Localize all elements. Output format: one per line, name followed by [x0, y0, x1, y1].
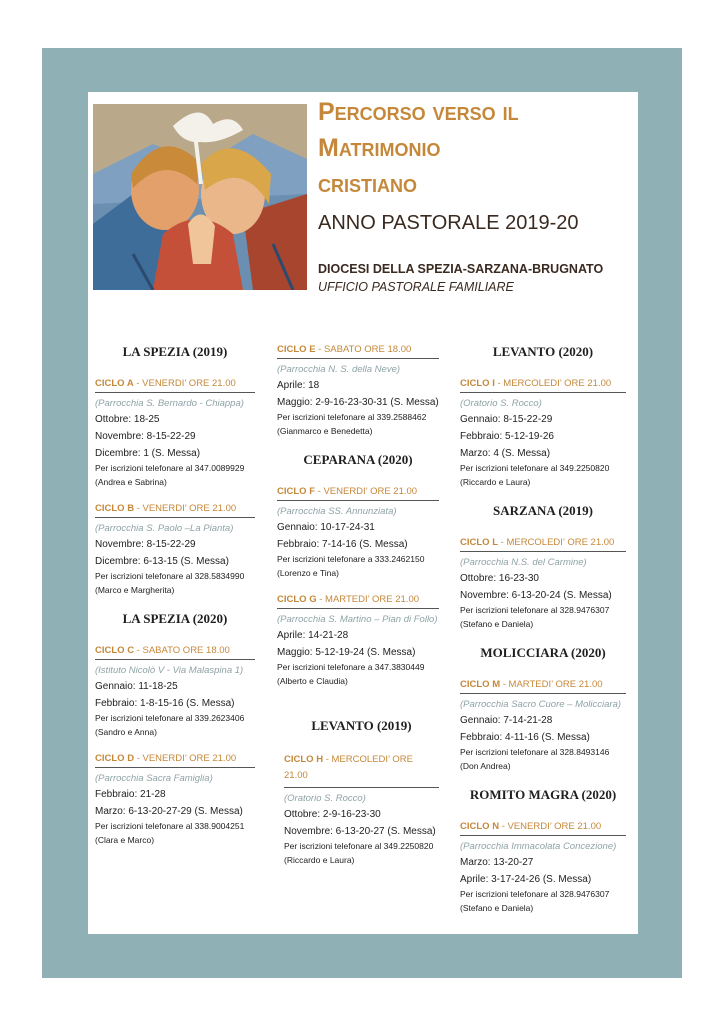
cycle-c: [95, 645, 255, 739]
cycle-phone: Per iscrizioni telefonare a 347.3830449: [277, 662, 425, 672]
cycle-date: Gennaio: 7-14-21-28: [460, 715, 553, 726]
cycle-time: - VENERDI’ ORE 21.00: [136, 753, 237, 764]
cycle-contact: (Riccardo e Laura): [460, 477, 531, 487]
cycle-date: Gennaio: 8-15-22-29: [460, 414, 553, 425]
cycle-date: Aprile: 18: [277, 380, 320, 391]
cycle-header: [460, 821, 626, 836]
cycle-phone: Per iscrizioni telefonare al 349.2250820: [284, 841, 434, 851]
column-1: [95, 344, 255, 861]
cycle-date: Ottobre: 2-9-16-23-30: [284, 809, 381, 820]
cycle-code: CICLO I: [460, 378, 495, 389]
cycle-place: (Parrocchia S. Paolo –La Pianta): [95, 523, 234, 534]
diocese-name: DIOCESI DELLA SPEZIA-SARZANA-BRUGNATO: [318, 262, 604, 276]
cycle-date: Novembre: 8-15-22-29: [95, 539, 196, 550]
cycle-place: (Parrocchia Sacro Cuore – Molicciara): [460, 699, 622, 710]
cycle-header: [277, 594, 439, 609]
cycle-contact: (Andrea e Sabrina): [95, 477, 167, 487]
cycle-phone: Per iscrizioni telefonare al 339.2588462: [277, 412, 427, 422]
cycle-phone: Per iscrizioni telefonare al 338.9004251: [95, 821, 245, 831]
cycle-phone: Per iscrizioni telefonare al 328.8493146: [460, 747, 610, 757]
cycle-time: - SABATO ORE 18.00: [136, 645, 230, 656]
cycle-contact: (Sandro e Anna): [95, 727, 157, 737]
cycle-header: [95, 503, 255, 518]
cycle-code: CICLO H: [284, 754, 324, 765]
cycle-header: [95, 753, 255, 768]
cycle-date: Ottobre: 18-25: [95, 414, 160, 425]
cycle-contact: (Stefano e Daniela): [460, 619, 534, 629]
title-line-1: Percorso verso il: [318, 98, 519, 126]
cycle-e: [277, 344, 439, 438]
cycle-place: (Istituto Nicolò V - Via Malaspina 1): [95, 665, 244, 676]
cycle-time: - MERCOLEDI’ ORE 21.00: [500, 537, 615, 548]
cycle-time: - MARTEDI’ ORE 21.00: [502, 679, 603, 690]
cycle-place: (Oratorio S. Rocco): [460, 398, 542, 409]
section-heading: SARZANA (2019): [492, 503, 594, 518]
cycle-date: Aprile: 3-17-24-26 (S. Messa): [460, 874, 592, 885]
cycle-date: Febbraio: 7-14-16 (S. Messa): [277, 539, 408, 550]
couple-dove-illustration: [93, 104, 307, 290]
section-heading: LEVANTO (2019): [311, 718, 412, 733]
cycle-contact: (Lorenzo e Tina): [277, 568, 339, 578]
cycle-n: [460, 821, 626, 915]
cycle-time: - SABATO ORE 18.00: [318, 344, 412, 355]
cycle-date: Febbraio: 4-11-16 (S. Messa): [460, 732, 590, 743]
cycle-date: Maggio: 2-9-16-23-30-31 (S. Messa): [277, 397, 439, 408]
cycle-header: [460, 679, 626, 694]
page-title: [318, 94, 638, 202]
cycle-code: CICLO M: [460, 679, 501, 690]
subtitle: ANNO PASTORALE 2019-20: [318, 212, 579, 234]
cycle-code: CICLO N: [460, 821, 500, 832]
section-heading: LEVANTO (2020): [492, 344, 594, 359]
cycle-date: Dicembre: 6-13-15 (S. Messa): [95, 556, 229, 567]
cycle-date: Gennaio: 11-18-25: [95, 681, 178, 692]
cycle-l: [460, 537, 626, 631]
column-3: [460, 344, 626, 929]
cycle-i: [460, 378, 626, 489]
cycle-date: Marzo: 4 (S. Messa): [460, 448, 551, 459]
cycle-time: - VENERDI’ ORE 21.00: [317, 486, 418, 497]
title-line-3: cristiano: [318, 170, 417, 198]
cycle-header: [277, 486, 439, 501]
cycle-phone: Per iscrizioni telefonare a 333.2462150: [277, 554, 425, 564]
cycle-date: Novembre: 8-15-22-29: [95, 431, 196, 442]
office-name: UFFICIO PASTORALE FAMILIARE: [318, 280, 514, 294]
cycle-contact: (Clara e Marco): [95, 835, 155, 845]
title-line-2: Matrimonio: [318, 134, 441, 162]
cycle-date: Febbraio: 21-28: [95, 789, 166, 800]
cycle-phone: Per iscrizioni telefonare al 328.9476307: [460, 889, 610, 899]
cycle-code: CICLO C: [95, 645, 135, 656]
cycle-place: (Oratorio S. Rocco): [284, 793, 366, 804]
cycle-code: CICLO E: [277, 344, 316, 355]
cycle-place: (Parrocchia S. Martino – Pian di Follo): [277, 614, 438, 625]
cycle-m: [460, 679, 626, 773]
cycle-header: [95, 378, 255, 393]
cycle-contact: (Don Andrea): [460, 761, 511, 771]
cycle-contact: (Riccardo e Laura): [284, 855, 355, 865]
section-heading: MOLICCIARA (2020): [480, 645, 606, 660]
cycle-place: (Parrocchia SS. Annunziata): [277, 506, 397, 517]
cycle-date: Gennaio: 10-17-24-31: [277, 522, 375, 533]
cycle-phone: Per iscrizioni telefonare al 347.0089929: [95, 463, 245, 473]
cycle-contact: (Gianmarco e Benedetta): [277, 426, 373, 436]
cycle-h: [284, 752, 439, 867]
cycle-code: CICLO G: [277, 594, 317, 605]
cycle-date: Marzo: 6-13-20-27-29 (S. Messa): [95, 806, 243, 817]
cycle-g: [277, 594, 439, 688]
cycle-time: - MARTEDI’ ORE 21.00: [319, 594, 420, 605]
cycle-time: - VENERDI’ ORE 21.00: [136, 503, 237, 514]
cycle-code: CICLO B: [95, 503, 135, 514]
cycle-place: (Parrocchia N.S. del Carmine): [460, 557, 587, 568]
cycle-date: Aprile: 14-21-28: [277, 630, 349, 641]
cycle-header: [460, 378, 626, 393]
cycle-code: CICLO L: [460, 537, 498, 548]
cycle-b: [95, 503, 255, 597]
cycle-time: - MERCOLEDI’ ORE 21.00: [497, 378, 612, 389]
cycle-date: Febbraio: 5-12-19-26: [460, 431, 554, 442]
cycle-code: CICLO F: [277, 486, 315, 497]
cycle-date: Ottobre: 16-23-30: [460, 573, 539, 584]
cycle-phone: Per iscrizioni telefonare al 339.2623406: [95, 713, 245, 723]
cycle-place: (Parrocchia Immacolata Concezione): [460, 841, 617, 852]
cycle-code: CICLO A: [95, 378, 134, 389]
cycle-d: [95, 753, 255, 847]
cycle-header: [277, 344, 439, 359]
section-heading: LA SPEZIA (2019): [122, 344, 228, 359]
cycle-phone: Per iscrizioni telefonare al 349.2250820: [460, 463, 610, 473]
section-heading: ROMITO MAGRA (2020): [469, 787, 617, 802]
cycle-phone: Per iscrizioni telefonare al 328.9476307: [460, 605, 610, 615]
section-heading: LA SPEZIA (2020): [122, 611, 228, 626]
section-heading: CEPARANA (2020): [303, 452, 413, 467]
cycle-date: Novembre: 6-13-20-27 (S. Messa): [284, 826, 436, 837]
cycle-place: (Parrocchia N. S. della Neve): [277, 364, 401, 375]
cycle-place: (Parrocchia S. Bernardo - Chiappa): [95, 398, 244, 409]
cycle-time: - VENERDI’ ORE 21.00: [136, 378, 236, 389]
cycle-contact: (Stefano e Daniela): [460, 903, 534, 913]
cycle-date: Marzo: 13-20-27: [460, 857, 534, 868]
cycle-f: [277, 486, 439, 580]
cycle-time: - MERCOLEDI’ ORE 21.00: [284, 754, 413, 781]
cycle-header: [284, 752, 439, 788]
cycle-date: Maggio: 5-12-19-24 (S. Messa): [277, 647, 416, 658]
cycle-contact: (Alberto e Claudia): [277, 676, 348, 686]
levanto-2019-group: [277, 718, 439, 867]
column-2: [277, 344, 439, 881]
cycle-date: Novembre: 6-13-20-24 (S. Messa): [460, 590, 612, 601]
cycle-code: CICLO D: [95, 753, 135, 764]
cycle-contact: (Marco e Margherita): [95, 585, 175, 595]
cycle-date: Dicembre: 1 (S. Messa): [95, 448, 201, 459]
cycle-phone: Per iscrizioni telefonare al 328.5834990: [95, 571, 245, 581]
cycle-time: - VENERDI’ ORE 21.00: [501, 821, 602, 832]
cycle-date: Febbraio: 1-8-15-16 (S. Messa): [95, 698, 235, 709]
cycle-place: (Parrocchia Sacra Famiglia): [95, 773, 213, 784]
cycle-a: [95, 378, 255, 489]
cycle-header: [95, 645, 255, 660]
cycle-header: [460, 537, 626, 552]
